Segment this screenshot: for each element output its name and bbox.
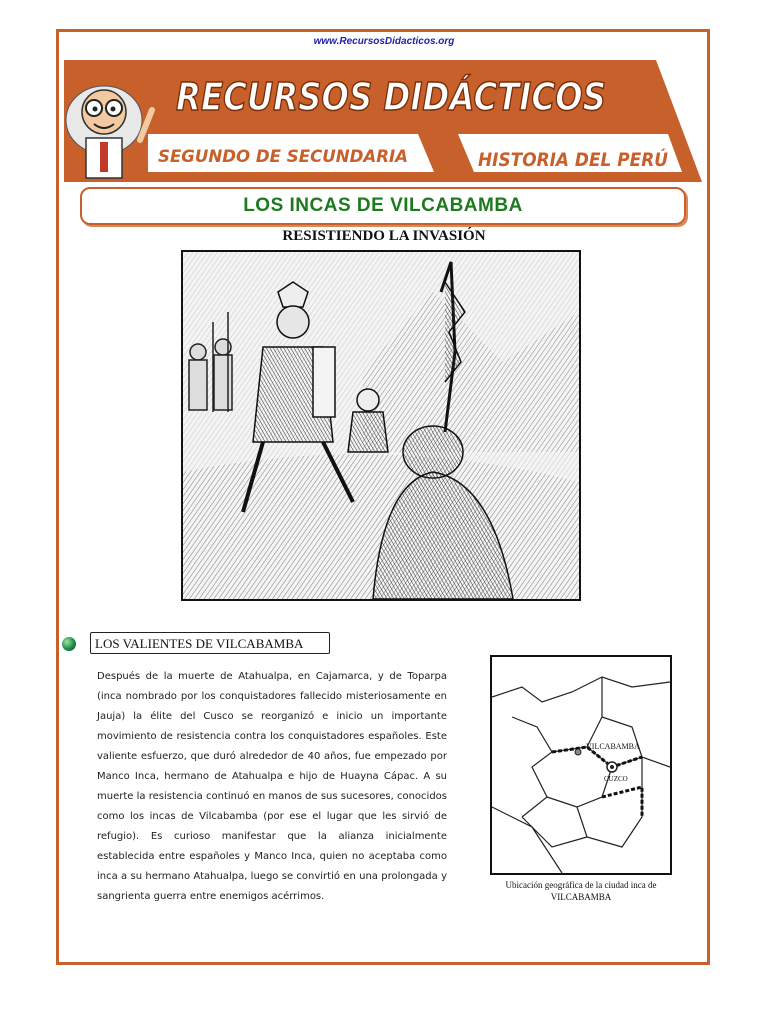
section-heading: LOS VALIENTES DE VILCABAMBA (95, 636, 304, 651)
section-subtitle: RESISTIENDO LA INVASIÓN (282, 228, 486, 244)
map-drawing (492, 657, 670, 873)
illustration-drawing (183, 252, 579, 599)
map-label-vilcabamba: VILCABAMBA (586, 742, 640, 751)
site-url[interactable]: www.RecursosDidacticos.org (313, 36, 455, 47)
page-title-box (80, 187, 686, 225)
inca-resistance-illustration (181, 250, 581, 601)
grade-label: SEGUNDO DE SECUNDARIA (158, 147, 408, 167)
header-banner (56, 50, 710, 182)
globe-bullet-icon (62, 637, 76, 651)
vilcabamba-dot (575, 749, 581, 755)
section-heading-box (90, 632, 330, 654)
page-title: LOS INCAS DE VILCABAMBA (243, 195, 523, 216)
subject-label: HISTORIA DEL PERÚ (478, 149, 692, 171)
map-caption-line1: Ubicación geográfica de la ciudad inca de (505, 880, 657, 890)
brand-title: RECURSOS DIDÁCTICOS (176, 75, 606, 119)
map-caption-line2: VILCABAMBA (550, 892, 612, 902)
map-caption (484, 879, 678, 903)
map-label-cuzco: CUZCO (604, 775, 628, 783)
vilcabamba-map (490, 655, 672, 875)
section-body-text: Después de la muerte de Atahualpa, en Cajamarca, y de Toparpa (inca nombrado por los conquistadores fallecido misteriosamente en Jauja) la élite del Cusco se reorganizó e inicio un importante movimiento de resistencia contra los conquistadores españoles. Este valiente esfuerzo, que duró alrededor de 40 años, fue empezado por Manco Inca, hermano de Atahualpa e hijo de Huayna Cápac. A su muerte la resistencia continuó en manos de sus sucesores, conocidos como los incas de Vilcabamba (por ese el lugar que les sirvió de refugio). Es curioso manifestar que la alianza inicialmente establecida entre españoles y Manco Inca, quien no aceptaba como inca a su hermano Atahualpa, luego se convirtió en una prolongada y sangrienta guerra entre enemigos acérrimos. (97, 671, 447, 902)
